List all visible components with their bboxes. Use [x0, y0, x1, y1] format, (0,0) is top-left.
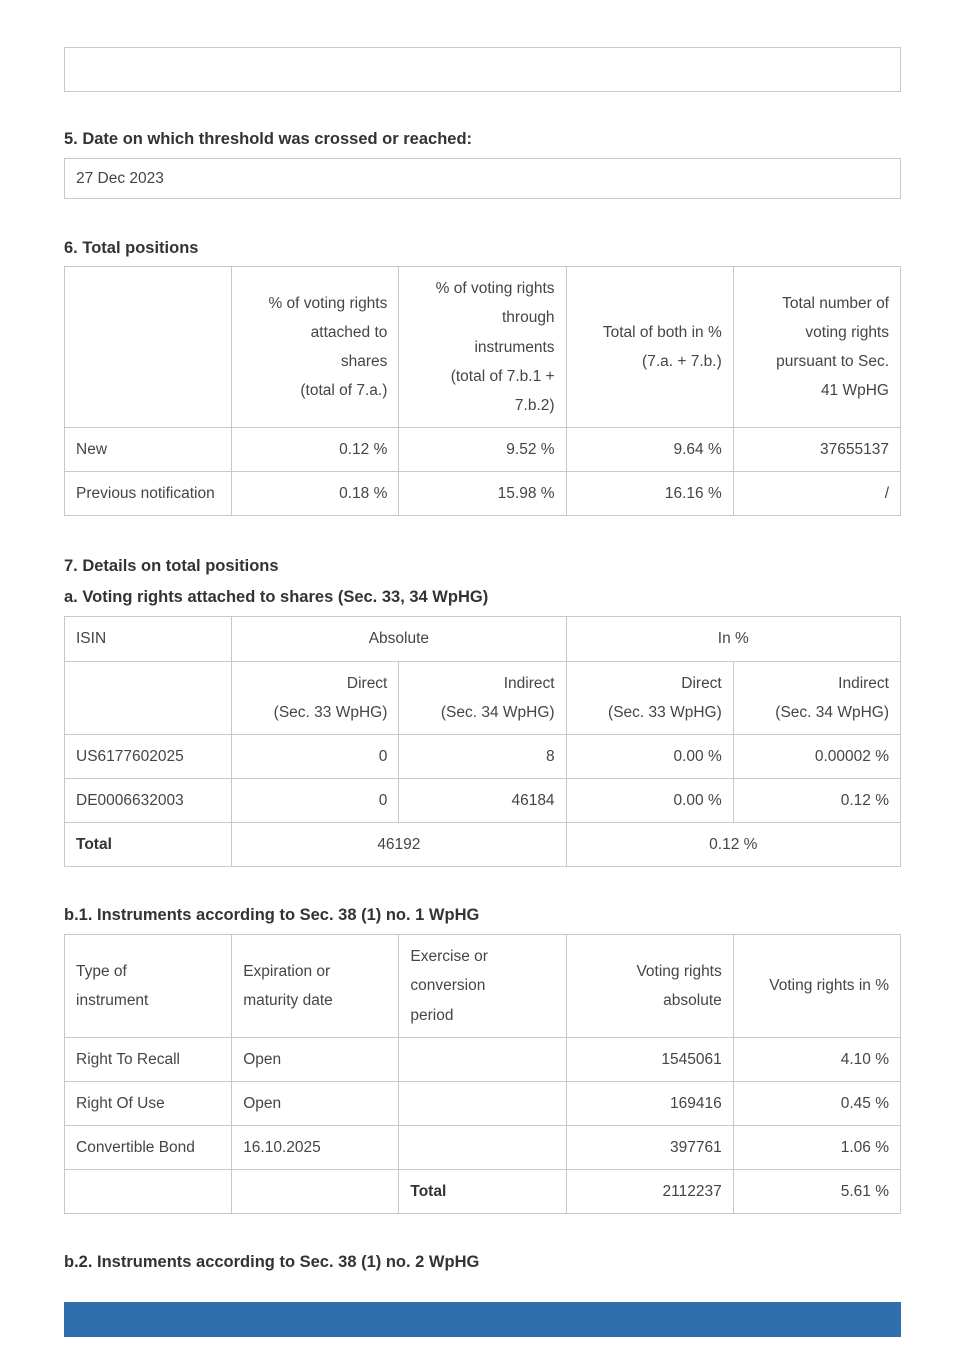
header-voting-rights-pct: Voting rights in %	[733, 935, 900, 1037]
instrument-absolute: 1545061	[566, 1037, 733, 1081]
shares-row-us-isin	[65, 734, 901, 778]
instrument-row-right-to-recall	[65, 1037, 901, 1081]
instruments-no1-table	[64, 934, 901, 1214]
instrument-expiration: Open	[232, 1037, 399, 1081]
isin-value: DE0006632003	[65, 778, 232, 822]
direct-pct-value: 0.00 %	[566, 778, 733, 822]
subheader-direct-absolute: Direct (Sec. 33 WpHG)	[232, 661, 399, 734]
prev-instruments-pct: 15.98 %	[399, 472, 566, 516]
prev-total-pct: 16.16 %	[566, 472, 733, 516]
shares-group-header-row	[65, 617, 901, 661]
instrument-period	[399, 1081, 566, 1125]
section5-heading: 5. Date on which threshold was crossed or reached:	[64, 130, 473, 148]
total-positions-row-previous	[65, 472, 901, 516]
header-expiration-date: Expiration or maturity date	[232, 935, 399, 1037]
section6-heading: 6. Total positions	[64, 239, 199, 258]
voting-rights-shares-table	[64, 616, 901, 867]
instrument-row-convertible-bond	[65, 1125, 901, 1169]
total-positions-header-row	[65, 267, 901, 428]
instrument-pct: 1.06 %	[733, 1125, 900, 1169]
date-value: 27 Dec 2023	[76, 169, 164, 187]
subheader-direct-pct: Direct (Sec. 33 WpHG)	[566, 661, 733, 734]
shares-row-de-isin	[65, 778, 901, 822]
header-in-pct: In %	[566, 617, 900, 661]
header-voting-rights-absolute: Voting rights absolute	[566, 935, 733, 1037]
instruments-total-absolute: 2112237	[566, 1170, 733, 1214]
sectionb1-heading: b.1. Instruments according to Sec. 38 (1) no. 1 WpHG	[64, 906, 480, 925]
header-type-of-instrument: Type of instrument	[65, 935, 232, 1037]
subheader-indirect-absolute: Indirect (Sec. 34 WpHG)	[399, 661, 566, 734]
header-total-of-both: Total of both in % (7.a. + 7.b.)	[566, 267, 733, 428]
indirect-absolute-value: 8	[399, 734, 566, 778]
instrument-type: Right To Recall	[65, 1037, 232, 1081]
instrument-absolute: 169416	[566, 1081, 733, 1125]
instrument-pct: 0.45 %	[733, 1081, 900, 1125]
instrument-expiration: 16.10.2025	[232, 1125, 399, 1169]
instruments-header-row	[65, 935, 901, 1037]
indirect-pct-value: 0.12 %	[733, 778, 900, 822]
indirect-absolute-value: 46184	[399, 778, 566, 822]
instruments-total-label: Total	[399, 1170, 566, 1214]
prev-total-voting-rights: /	[733, 472, 900, 516]
row-label-new: New	[65, 427, 232, 471]
instruments-total-pct: 5.61 %	[733, 1170, 900, 1214]
header-isin: ISIN	[65, 617, 232, 661]
total-positions-row-new	[65, 427, 901, 471]
instrument-expiration: Open	[232, 1081, 399, 1125]
next-table-header-bar	[64, 1302, 901, 1337]
new-total-voting-rights: 37655137	[733, 427, 900, 471]
shares-total-absolute: 46192	[232, 823, 566, 867]
empty-cell	[232, 1170, 399, 1214]
empty-isin-subcell	[65, 661, 232, 734]
new-instruments-pct: 9.52 %	[399, 427, 566, 471]
header-absolute: Absolute	[232, 617, 566, 661]
instruments-total-row	[65, 1170, 901, 1214]
instrument-type: Convertible Bond	[65, 1125, 232, 1169]
shares-total-row	[65, 823, 901, 867]
shares-total-label: Total	[65, 823, 232, 867]
empty-cell	[65, 1170, 232, 1214]
indirect-pct-value: 0.00002 %	[733, 734, 900, 778]
shares-sub-header-row	[65, 661, 901, 734]
new-total-pct: 9.64 %	[566, 427, 733, 471]
direct-pct-value: 0.00 %	[566, 734, 733, 778]
instrument-period	[399, 1125, 566, 1169]
shares-total-pct: 0.12 %	[566, 823, 900, 867]
header-total-voting-rights: Total number of voting rights pursuant to Sec. 41 WpHG	[733, 267, 900, 428]
subheader-indirect-pct: Indirect (Sec. 34 WpHG)	[733, 661, 900, 734]
instrument-absolute: 397761	[566, 1125, 733, 1169]
direct-absolute-value: 0	[232, 734, 399, 778]
header-voting-rights-instruments: % of voting rights through instruments (total of 7.b.1 + 7.b.2)	[399, 267, 566, 428]
date-value-box	[64, 158, 901, 199]
empty-field-box	[64, 47, 901, 92]
section7a-heading: a. Voting rights attached to shares (Sec. 33, 34 WpHG)	[64, 588, 489, 607]
header-exercise-period: Exercise or conversion period	[399, 935, 566, 1037]
row-label-previous: Previous notification	[65, 472, 232, 516]
direct-absolute-value: 0	[232, 778, 399, 822]
section7-heading: 7. Details on total positions	[64, 557, 279, 576]
instrument-pct: 4.10 %	[733, 1037, 900, 1081]
instrument-type: Right Of Use	[65, 1081, 232, 1125]
header-voting-rights-shares: % of voting rights attached to shares (total of 7.a.)	[232, 267, 399, 428]
prev-shares-pct: 0.18 %	[232, 472, 399, 516]
empty-corner-cell	[65, 267, 232, 428]
instrument-row-right-of-use	[65, 1081, 901, 1125]
instrument-period	[399, 1037, 566, 1081]
total-positions-table	[64, 266, 901, 516]
new-shares-pct: 0.12 %	[232, 427, 399, 471]
isin-value: US6177602025	[65, 734, 232, 778]
sectionb2-heading: b.2. Instruments according to Sec. 38 (1) no. 2 WpHG	[64, 1253, 480, 1272]
